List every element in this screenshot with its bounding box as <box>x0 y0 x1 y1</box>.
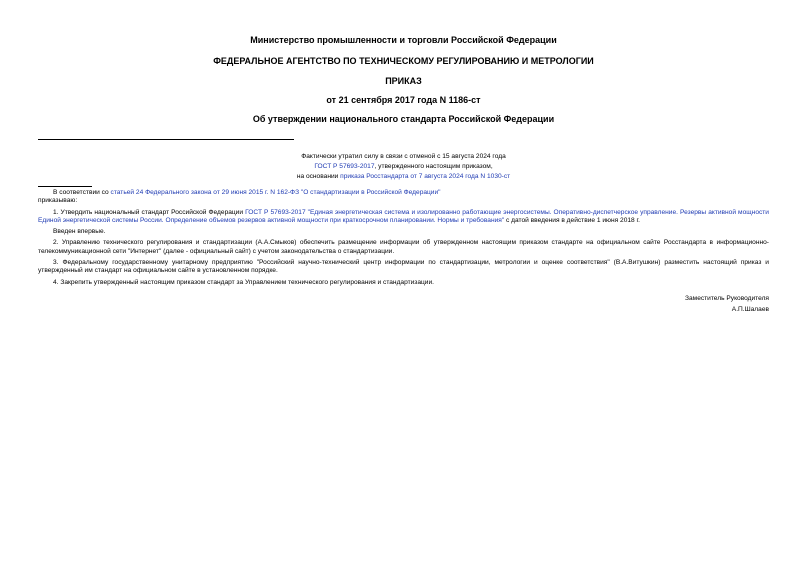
item-3: 3. Федеральному государственному унитарному предприятию "Российский научно-технический центр информации по стандартизации, метрологии и оценке соответствия" (В.А.Витушкин) разместить настоящий приказ и утвержденный им стандарт на официальном сайте в установленном порядке. <box>38 259 769 275</box>
item-1-suffix: с датой введения в действие 1 июня 2018 г. <box>504 216 640 224</box>
item-2: 2. Управлению технического регулирования и стандартизации (А.А.Смыков) обеспечить размещение информации об утвержденном настоящим приказом стандарте на официальном сайте Росстандарта в информационно-телекоммуникационной сети "Интернет" (далее - официальный сайт) с учетом законодательства о стандартизации. <box>38 239 769 255</box>
document-type: ПРИКАЗ <box>385 76 422 86</box>
signature-name: А.П.Шалаев <box>731 306 769 313</box>
divider-short <box>38 186 92 187</box>
status-note-line3 <box>0 172 807 181</box>
intro-paragraph <box>38 189 769 197</box>
item-1-prefix: 1. Утвердить национальный стандарт Российской Федерации <box>53 208 246 216</box>
gost-link[interactable]: ГОСТ Р 57693-2017 <box>314 163 375 170</box>
document-body <box>38 189 769 287</box>
item-1 <box>38 209 769 226</box>
status-note-line2 <box>0 162 807 171</box>
document-date-number: от 21 сентября 2017 года N 1186-ст <box>326 95 481 105</box>
rosstandart-order-link[interactable]: приказа Росстандарта от 7 августа 2024 года N 1030-ст <box>340 173 511 180</box>
order-word: приказываю: <box>38 197 78 205</box>
gost-standard-link[interactable]: ГОСТ Р 57693-2017 "Единая энергетическая система и изолированно работающие энергосистемы. Оперативно-диспетчерское управление. Резервы активной мощности Единой энергетической системы России. Определение объемов резервов активной мощности при краткосрочном планировании. Нормы и требования" <box>38 208 769 224</box>
item-4: 4. Закрепить утвержденный настоящим приказом стандарт за Управлением технического регулирования и стандартизации. <box>53 278 434 286</box>
agency-name: ФЕДЕРАЛЬНОЕ АГЕНТСТВО ПО ТЕХНИЧЕСКОМУ РЕГУЛИРОВАНИЮ И МЕТРОЛОГИИ <box>213 56 594 66</box>
ministry-name: Министерство промышленности и торговли Российской Федерации <box>250 35 557 45</box>
signature-position: Заместитель Руководителя <box>685 295 769 302</box>
document-title: Об утверждении национального стандарта Российской Федерации <box>252 114 555 124</box>
intro-prefix: В соответствии со <box>53 189 111 196</box>
status-note-line3-prefix: на основании <box>296 173 341 180</box>
federal-law-link[interactable]: статьей 24 Федерального закона от 29 июня 2015 г. N 162-ФЗ "О стандартизации в Российской Федерации" <box>110 189 441 196</box>
status-note-line2-text: , утвержденного настоящим приказом, <box>374 163 493 170</box>
divider-top <box>38 139 294 140</box>
introduced-first: Введен впервые. <box>53 228 106 236</box>
status-note-line1: Фактически утратил силу в связи с отменой с 15 августа 2024 года <box>301 153 506 160</box>
